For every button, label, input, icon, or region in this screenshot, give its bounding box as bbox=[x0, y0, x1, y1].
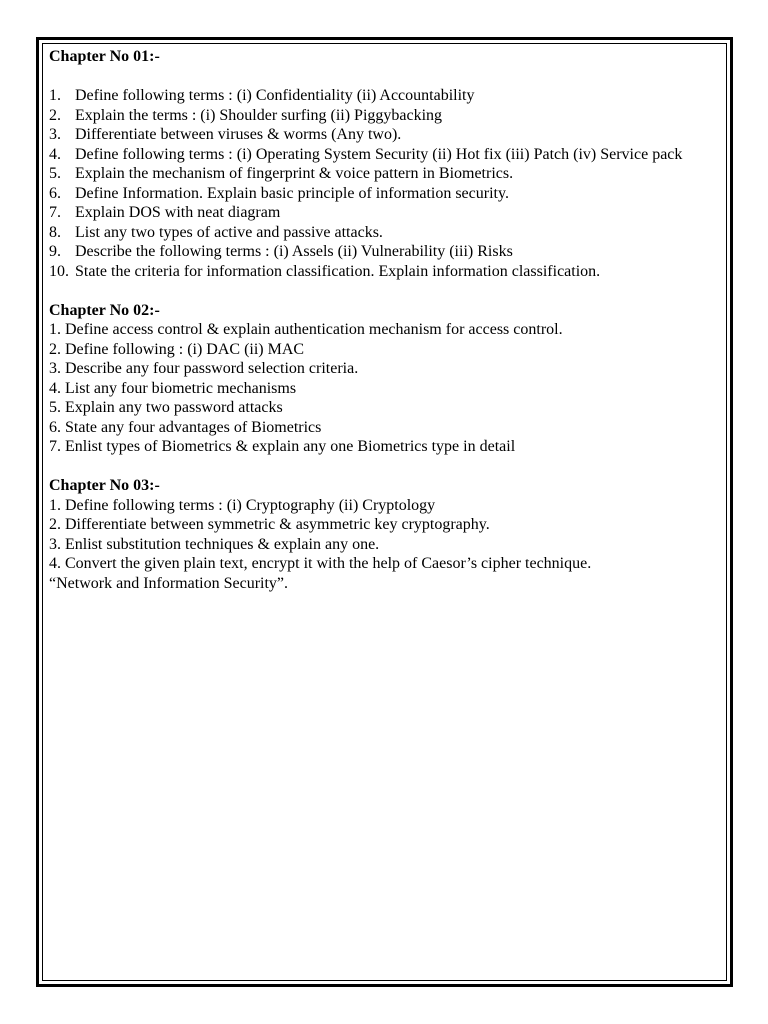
question-text: Define Information. Explain basic principle of information security. bbox=[75, 184, 509, 202]
chapter-2-section bbox=[49, 301, 720, 457]
question-item bbox=[49, 320, 720, 340]
question-item bbox=[49, 515, 720, 535]
question-text: Explain the mechanism of fingerprint & voice pattern in Biometrics. bbox=[75, 165, 514, 182]
question-item bbox=[49, 496, 720, 516]
question-number: 2. bbox=[49, 340, 61, 358]
question-text: Differentiate between viruses & worms (Any two). bbox=[75, 126, 402, 143]
question-text: Enlist types of Biometrics & explain any one Biometrics type in detail bbox=[65, 438, 516, 455]
page-border bbox=[36, 37, 733, 987]
question-list bbox=[49, 320, 720, 457]
question-item bbox=[49, 184, 720, 204]
question-number: 5. bbox=[49, 165, 61, 182]
question-number: 2. bbox=[49, 516, 61, 533]
question-text: List any two types of active and passive attacks. bbox=[75, 223, 383, 241]
chapter-heading: Chapter No 02:- bbox=[49, 301, 160, 319]
question-text: Explain any two password attacks bbox=[65, 399, 283, 416]
question-text: Define following terms : (i) Operating System Security (ii) Hot fix (iii) Patch (iv) Service pack bbox=[75, 145, 683, 163]
question-number: 10. bbox=[49, 262, 69, 280]
question-number: 2. bbox=[49, 106, 61, 124]
question-list bbox=[49, 86, 720, 281]
question-item bbox=[49, 398, 720, 418]
question-item bbox=[49, 106, 720, 126]
chapter-3-section bbox=[49, 476, 720, 593]
question-item bbox=[49, 86, 720, 106]
question-text: State the criteria for information classification. Explain information classification. bbox=[75, 262, 601, 280]
question-item bbox=[49, 437, 720, 457]
question-text: Explain DOS with neat diagram bbox=[75, 204, 281, 221]
heading-spacer bbox=[49, 67, 720, 87]
question-number: 3. bbox=[49, 126, 61, 143]
question-number: 4. bbox=[49, 555, 61, 572]
question-item bbox=[49, 203, 720, 223]
question-number: 4. bbox=[49, 379, 61, 397]
question-item bbox=[49, 359, 720, 379]
question-text: Define following terms : (i) Cryptography (ii) Cryptology bbox=[65, 496, 436, 514]
question-item bbox=[49, 379, 720, 399]
question-text: Define following : (i) DAC (ii) MAC bbox=[65, 340, 305, 358]
chapter-1-section bbox=[49, 47, 720, 281]
question-item bbox=[49, 418, 720, 438]
question-item bbox=[49, 223, 720, 243]
question-item bbox=[49, 340, 720, 360]
question-text: Define access control & explain authentication mechanism for access control. bbox=[65, 321, 563, 338]
question-number: 7. bbox=[49, 204, 61, 221]
question-text: Describe any four password selection criteria. bbox=[65, 360, 359, 377]
question-text: Enlist substitution techniques & explain any one. bbox=[65, 535, 380, 553]
question-item bbox=[49, 535, 720, 555]
question-item bbox=[49, 164, 720, 184]
question-number: 5. bbox=[49, 399, 61, 416]
question-number: 6. bbox=[49, 418, 61, 436]
question-number: 9. bbox=[49, 243, 61, 260]
question-item bbox=[49, 242, 720, 262]
question-number: 1. bbox=[49, 87, 61, 104]
question-number: 3. bbox=[49, 360, 61, 377]
question-number: 8. bbox=[49, 223, 61, 241]
question-number: 1. bbox=[49, 321, 61, 338]
question-text: Explain the terms : (i) Shoulder surfing (ii) Piggybacking bbox=[75, 106, 443, 124]
question-item bbox=[49, 145, 720, 165]
question-text: Convert the given plain text, encrypt it with the help of Caesor’s cipher technique. bbox=[65, 555, 592, 572]
question-item bbox=[49, 125, 720, 145]
question-text: State any four advantages of Biometrics bbox=[65, 418, 322, 436]
question-number: 1. bbox=[49, 496, 61, 514]
chapter-heading: Chapter No 01:- bbox=[49, 48, 160, 65]
question-text: Describe the following terms : (i) Assels (ii) Vulnerability (iii) Risks bbox=[75, 243, 513, 260]
question-number: 7. bbox=[49, 438, 61, 455]
question-item bbox=[49, 262, 720, 282]
question-list bbox=[49, 496, 720, 574]
document-body bbox=[42, 43, 727, 981]
chapter-heading: Chapter No 03:- bbox=[49, 477, 160, 494]
question-number: 6. bbox=[49, 184, 61, 202]
question-number: 3. bbox=[49, 535, 61, 553]
plain-text-line: “Network and Information Security”. bbox=[49, 574, 289, 592]
question-item bbox=[49, 554, 720, 574]
question-number: 4. bbox=[49, 145, 61, 163]
question-text: Differentiate between symmetric & asymmetric key cryptography. bbox=[65, 516, 490, 533]
question-text: List any four biometric mechanisms bbox=[65, 379, 297, 397]
question-text: Define following terms : (i) Confidentiality (ii) Accountability bbox=[75, 87, 475, 104]
